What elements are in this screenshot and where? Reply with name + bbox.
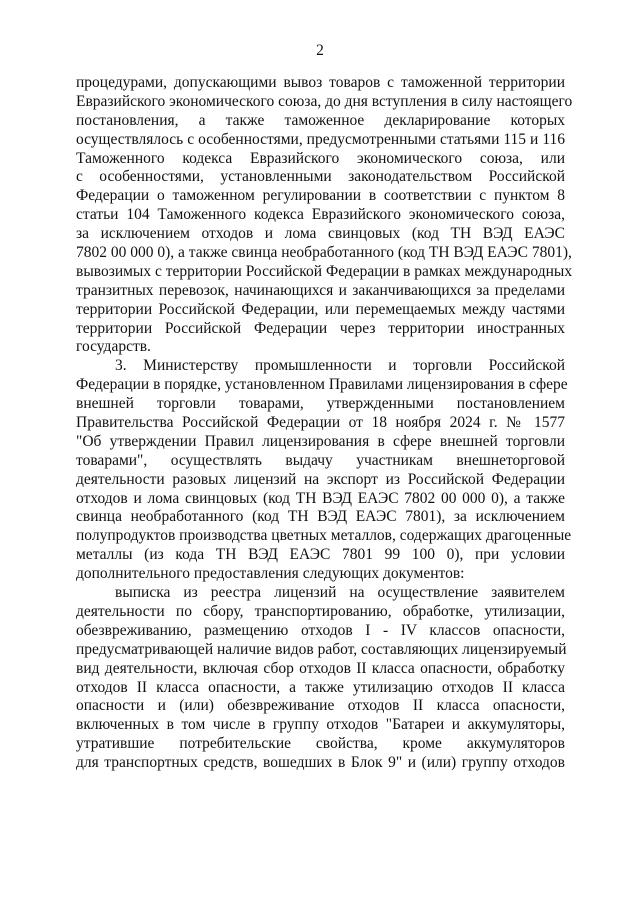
text-line: предусматривающей наличие видов работ, составляющих лицензируемый	[76, 640, 567, 658]
text-line: отходов II класса опасности, а также утилизацию отходов II класса	[76, 678, 565, 696]
paragraph-1	[76, 74, 573, 357]
text-line: свинца необработанного (код ТН ВЭД ЕАЭС 7801), за исключением	[76, 508, 565, 526]
text-line: деятельности по сбору, транспортированию, обработке, утилизации,	[76, 602, 565, 620]
text-line: Таможенного кодекса Евразийского экономического союза, или	[76, 149, 565, 167]
paragraph-2	[76, 357, 572, 584]
text-line: государств.	[76, 338, 151, 356]
text-line: внешней торговли товарами, утвержденными постановлением	[76, 395, 565, 413]
text-line: отходов и лома свинцовых (код ТН ВЭД ЕАЭС 7802 00 000 0), а также	[76, 489, 565, 507]
text-line: территории Российской Федерации через территории иностранных	[76, 319, 565, 337]
text-line: включенных в том числе в группу отходов "Батареи и аккумуляторы,	[76, 716, 565, 734]
page-number: 2	[316, 42, 324, 59]
text-line: дополнительного предоставления следующих документов:	[76, 565, 465, 583]
text-line: процедурами, допускающими вывоз товаров с таможенной территории	[76, 74, 565, 91]
text-line: обезвреживанию, размещению отходов I - IV классов опасности,	[76, 621, 565, 639]
text-line: территории Российской Федерации, или перемещаемых между частями	[76, 300, 565, 318]
text-line: полупродуктов производства цветных металлов, содержащих драгоценные	[76, 527, 572, 545]
text-line: Федерации о таможенном регулировании в соответствии с пунктом 8	[76, 187, 565, 205]
text-line: Правительства Российской Федерации от 18 ноября 2024 г. № 1577	[76, 414, 565, 432]
text-line: осуществлялось с особенностями, предусмотренными статьями 115 и 116	[76, 130, 565, 148]
text-line: постановления, а также таможенное декларирование которых	[76, 111, 565, 129]
text-line: Евразийского экономического союза, до дня вступления в силу настоящего	[76, 92, 573, 110]
text-line: вывозимых с территории Российской Федерации в рамках международных	[76, 262, 573, 280]
document-body	[76, 74, 573, 773]
text-line: 3. Министерству промышленности и торговли Российской	[115, 357, 565, 375]
text-line: для транспортных средств, вошедших в Блок 9" и (или) группу отходов	[76, 754, 565, 772]
text-line: товарами", осуществлять выдачу участникам внешнеторговой	[76, 451, 565, 469]
text-line: Федерации в порядке, установленном Правилами лицензирования в сфере	[76, 376, 568, 394]
text-line: утратившие потребительские свойства, кроме аккумуляторов	[76, 735, 565, 753]
text-line: статьи 104 Таможенного кодекса Евразийского экономического союза,	[76, 206, 565, 224]
text-line: с особенностями, установленными законодательством Российской	[76, 168, 565, 186]
text-line: выписка из реестра лицензий на осуществление заявителем	[115, 584, 565, 602]
text-line: транзитных перевозок, начинающихся и заканчивающихся за пределами	[76, 281, 565, 299]
text-line: деятельности разовых лицензий на экспорт из Российской Федерации	[76, 470, 565, 488]
text-line: за исключением отходов и лома свинцовых (код ТН ВЭД ЕАЭС	[76, 225, 565, 243]
text-line: металлы (из кода ТН ВЭД ЕАЭС 7801 99 100 0), при условии	[76, 546, 565, 564]
paragraph-3	[76, 584, 565, 773]
text-line: "Об утверждении Правил лицензирования в сфере внешней торговли	[76, 432, 565, 450]
text-line: вид деятельности, включая сбор отходов II класса опасности, обработку	[76, 659, 565, 677]
text-line: опасности и (или) обезвреживание отходов II класса опасности,	[76, 697, 565, 715]
text-line: 7802 00 000 0), а также свинца необработанного (код ТН ВЭД ЕАЭС 7801),	[76, 244, 572, 262]
